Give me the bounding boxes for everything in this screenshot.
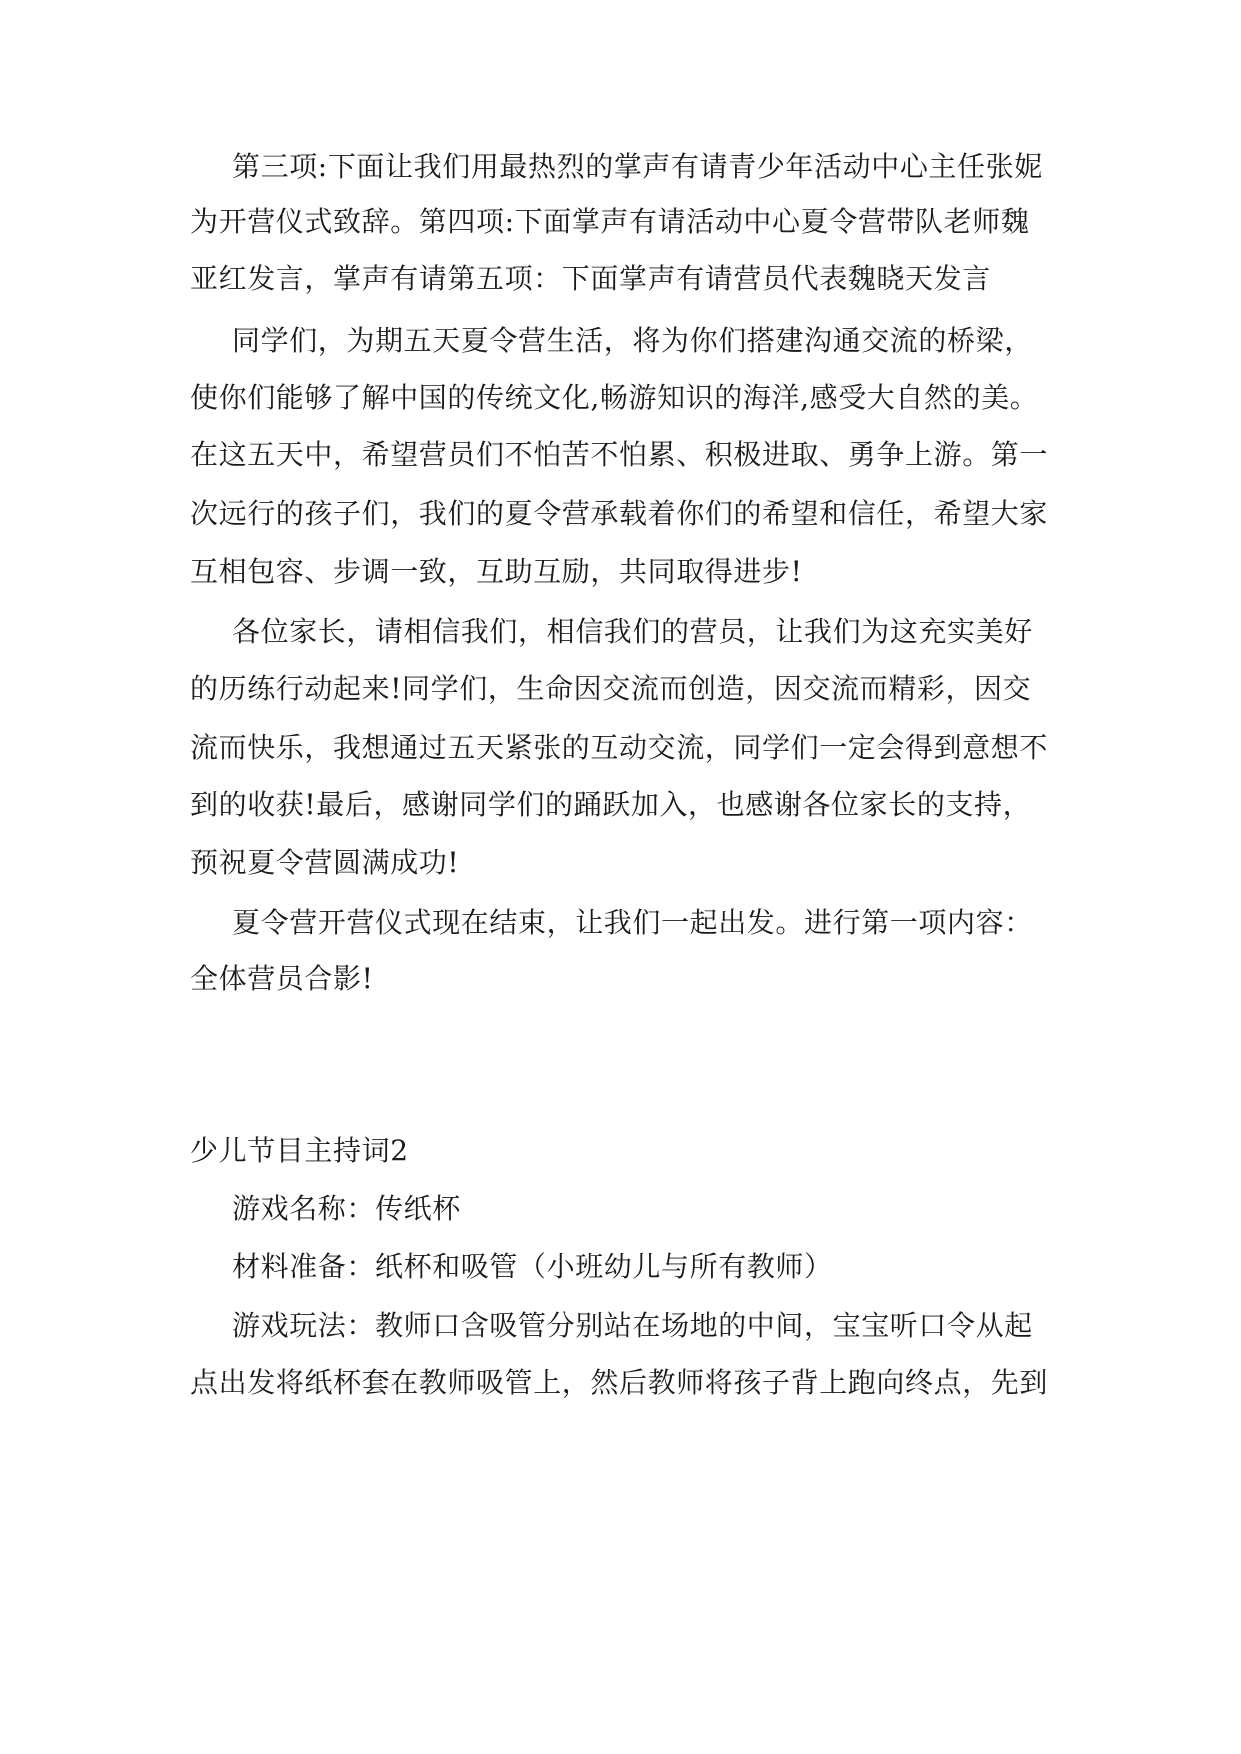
paragraph-line: 为开营仪式致辞。第四项:下面掌声有请活动中心夏令营带队老师魏	[190, 205, 1030, 238]
paragraph-line: 流而快乐，我想通过五天紧张的互动交流，同学们一定会得到意想不	[190, 731, 1049, 764]
paragraph-line: 亚红发言，掌声有请第五项：下面掌声有请营员代表魏晓天发言	[190, 262, 991, 295]
paragraph-line: 全体营员合影!	[190, 962, 374, 995]
paragraph-line: 点出发将纸杯套在教师吸管上，然后教师将孩子背上跑向终点，先到	[190, 1366, 1049, 1399]
paragraph-line: 游戏名称：传纸杯	[232, 1192, 461, 1225]
paragraph-line: 互相包容、步调一致，互助互励，共同取得进步!	[190, 555, 803, 588]
paragraph-line: 材料准备：纸杯和吸管（小班幼儿与所有教师）	[232, 1250, 833, 1283]
paragraph-line: 游戏玩法：教师口含吸管分别站在场地的中间，宝宝听口令从起	[232, 1309, 1033, 1342]
paragraph-line: 夏令营开营仪式现在结束，让我们一起出发。进行第一项内容：	[232, 906, 1033, 939]
paragraph-line: 同学们，为期五天夏令营生活，将为你们搭建沟通交流的桥梁，	[232, 324, 1033, 357]
paragraph-line: 次远行的孩子们，我们的夏令营承载着你们的希望和信任，希望大家	[190, 497, 1049, 530]
paragraph-line: 的历练行动起来!同学们，生命因交流而创造，因交流而精彩，因交	[190, 672, 1032, 705]
section-heading: 少儿节目主持词2	[190, 1134, 409, 1167]
paragraph-line: 预祝夏令营圆满成功!	[190, 846, 460, 879]
paragraph-line: 到的收获!最后，感谢同学们的踊跃加入，也感谢各位家长的支持，	[190, 788, 1032, 821]
paragraph-line: 使你们能够了解中国的传统文化,畅游知识的海洋,感受大自然的美。	[190, 381, 1039, 414]
paragraph-line: 在这五天中，希望营员们不怕苦不怕累、积极进取、勇争上游。第一	[190, 438, 1049, 471]
paragraph-line: 各位家长，请相信我们，相信我们的营员，让我们为这充实美好	[232, 615, 1033, 648]
paragraph-line: 第三项:下面让我们用最热烈的掌声有请青少年活动中心主任张妮	[232, 150, 1043, 183]
